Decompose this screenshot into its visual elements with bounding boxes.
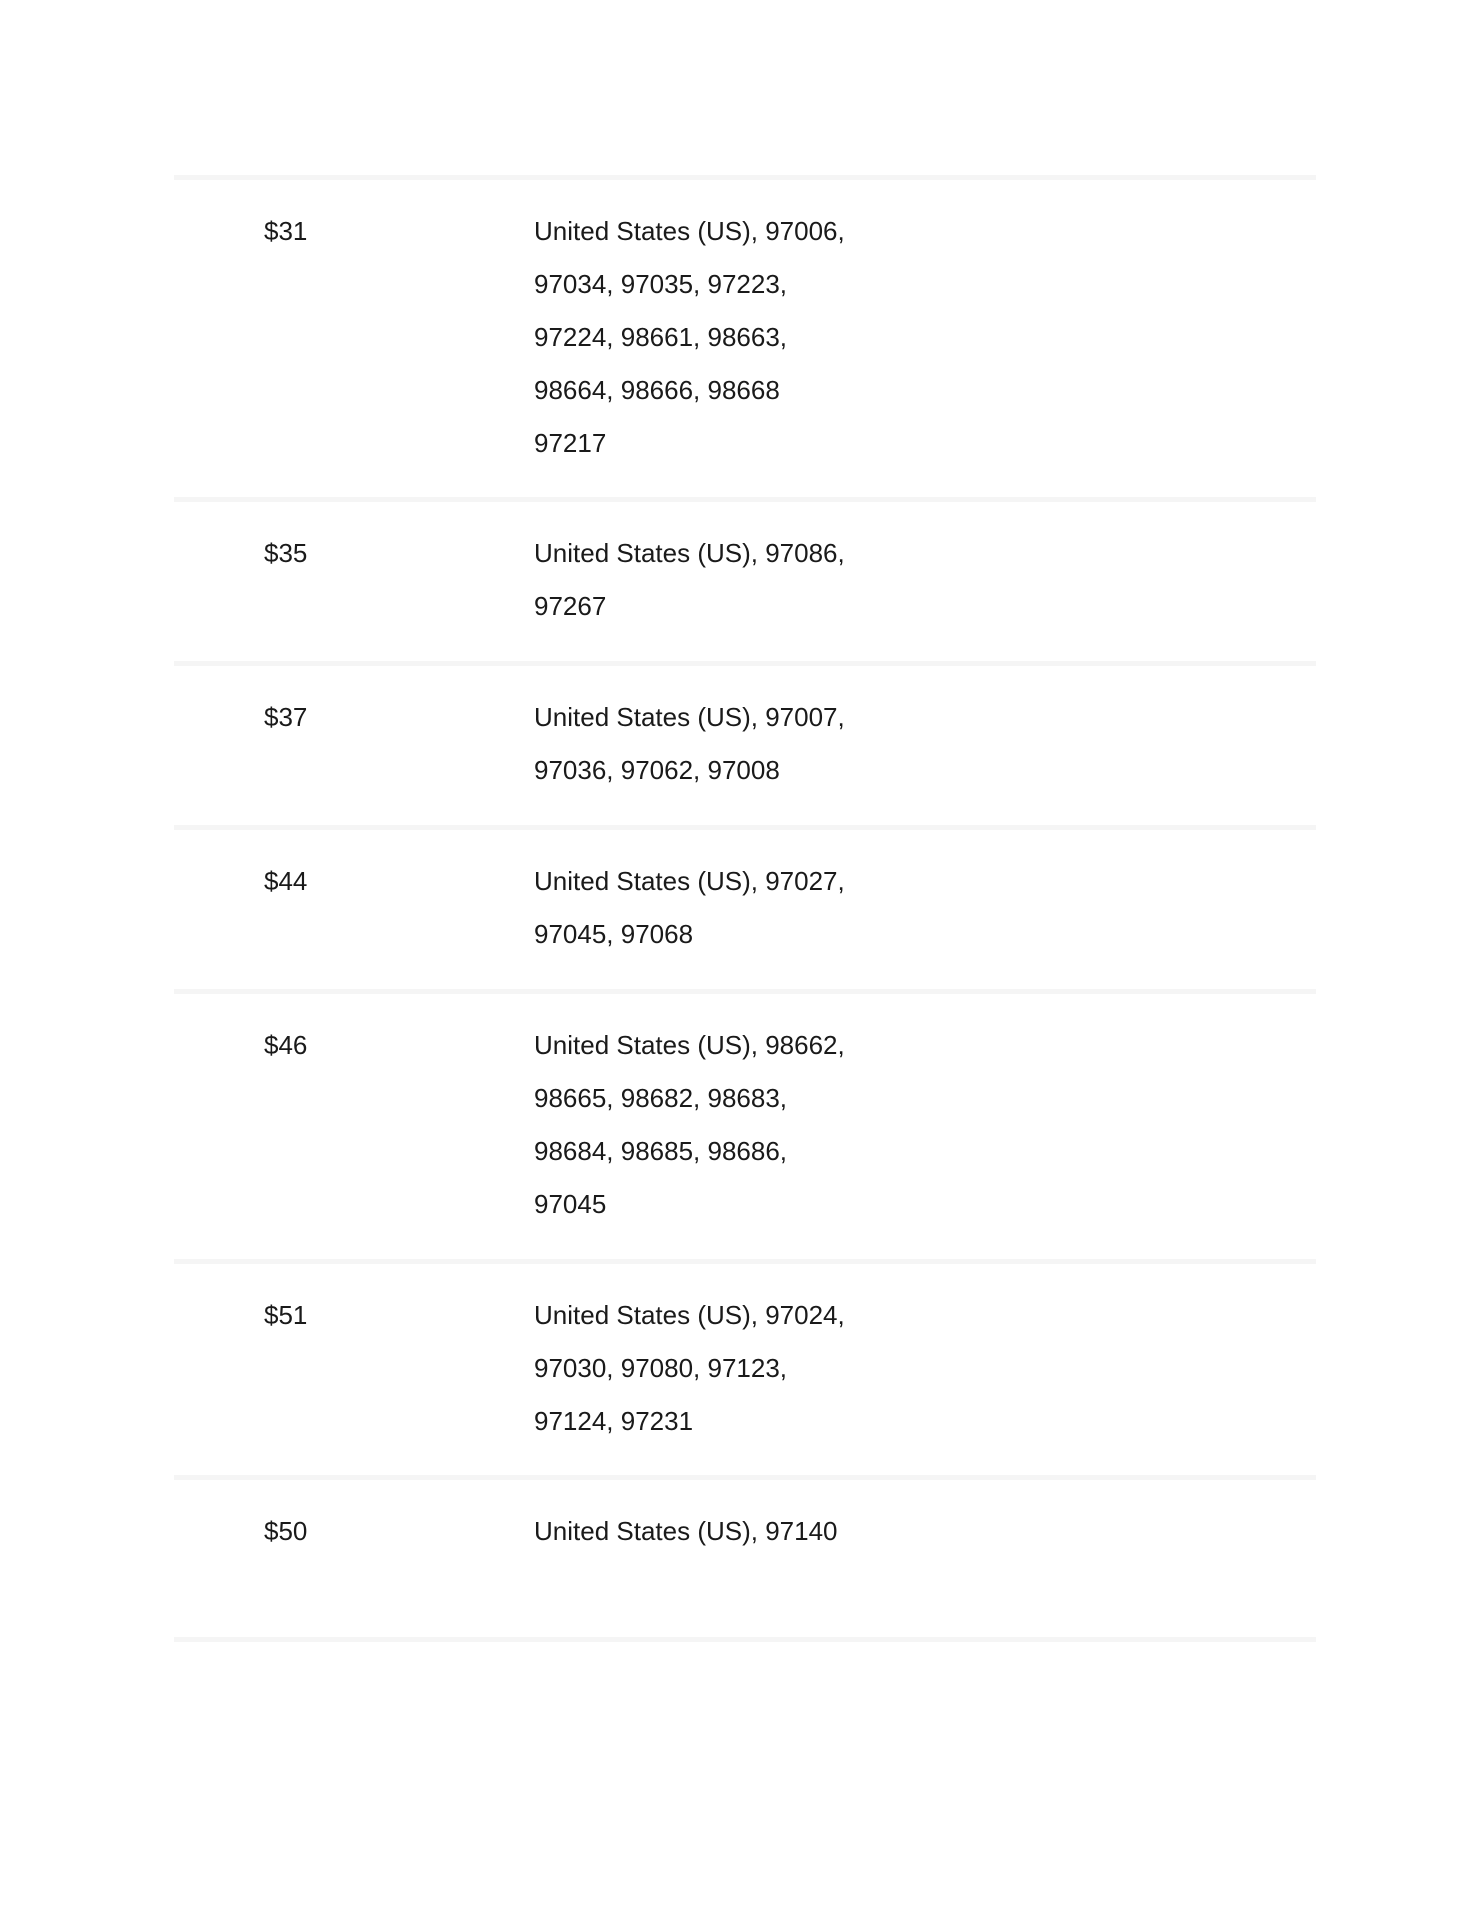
table-row	[174, 830, 1316, 994]
price-cell: $46	[264, 1030, 308, 1060]
table-row	[174, 180, 1316, 502]
zone-line: 97217	[534, 428, 607, 458]
zones-cell	[534, 855, 894, 989]
zone-line: 97224, 98661, 98663,	[534, 322, 788, 352]
table-row	[174, 1264, 1316, 1480]
zone-line: United States (US), 97086,	[534, 538, 845, 568]
zones-cell	[534, 527, 894, 661]
zones-cell	[534, 1289, 894, 1475]
zone-line: 97034, 97035, 97223,	[534, 269, 788, 299]
table-row	[174, 1480, 1316, 1642]
zone-line: 98664, 98666, 98668	[534, 375, 780, 405]
price-cell: $44	[264, 866, 308, 896]
zone-line: United States (US), 97140	[534, 1516, 838, 1546]
shipping-rate-table	[174, 175, 1316, 1642]
zone-line: United States (US), 97007,	[534, 702, 845, 732]
zone-line: 97124, 97231	[534, 1406, 694, 1436]
zone-line: United States (US), 97027,	[534, 866, 845, 896]
price-cell: $35	[264, 538, 308, 568]
price-cell: $51	[264, 1300, 308, 1330]
zone-line: 98684, 98685, 98686,	[534, 1136, 788, 1166]
zone-line: 98665, 98682, 98683,	[534, 1083, 788, 1113]
zone-line: 97045, 97068	[534, 919, 694, 949]
price-cell: $50	[264, 1516, 308, 1546]
price-cell: $37	[264, 702, 308, 732]
table-row	[174, 502, 1316, 666]
zones-cell	[534, 1505, 894, 1637]
zone-line: 97036, 97062, 97008	[534, 755, 780, 785]
zones-cell	[534, 1019, 894, 1259]
table-row	[174, 666, 1316, 830]
zone-line: 97030, 97080, 97123,	[534, 1353, 788, 1383]
zones-cell	[534, 691, 894, 825]
zone-line: 97267	[534, 591, 607, 621]
zones-cell	[534, 205, 894, 497]
zone-line: United States (US), 97024,	[534, 1300, 845, 1330]
price-cell: $31	[264, 216, 308, 246]
zone-line: 97045	[534, 1189, 607, 1219]
zone-line: United States (US), 98662,	[534, 1030, 845, 1060]
table-row	[174, 994, 1316, 1264]
zone-line: United States (US), 97006,	[534, 216, 845, 246]
